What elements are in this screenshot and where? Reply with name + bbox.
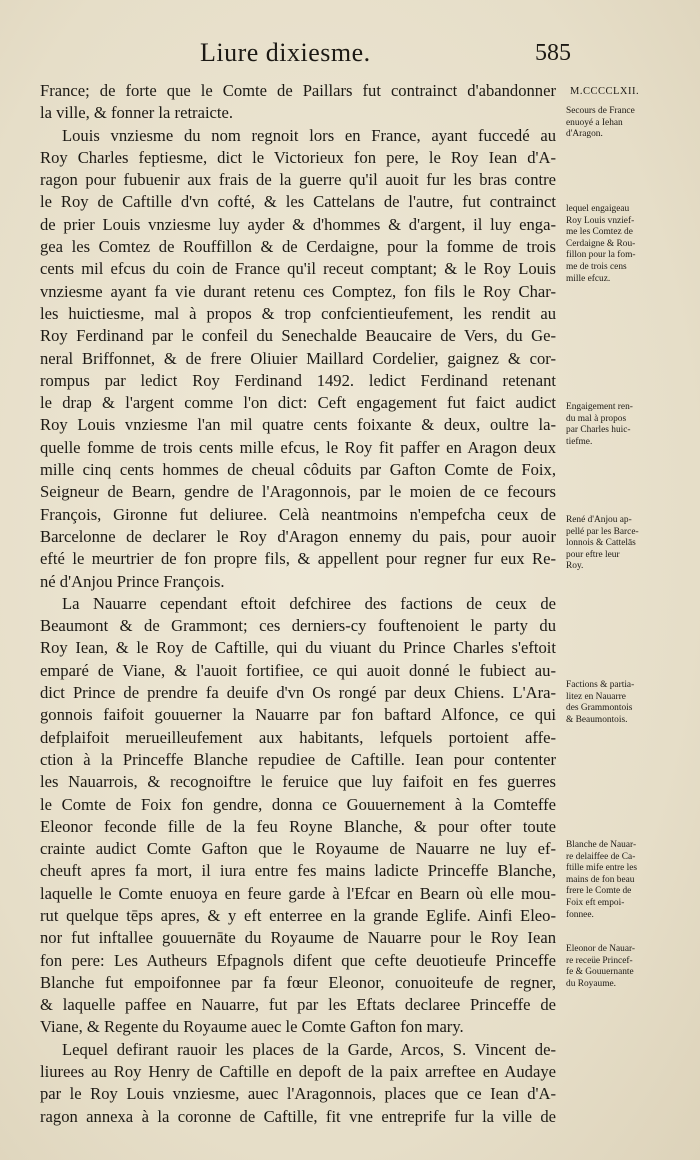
text-line: le drap & l'argent comme l'on dict: Ceft engagement fut faict audict (40, 393, 556, 413)
margin-note-line: mille efcuz. (566, 273, 611, 284)
text-line: Viane, & Regente du Royaume auec le Comte Gafton fon mary. (40, 1017, 464, 1037)
margin-note-line: pour eftre leur (566, 549, 620, 560)
text-line: neral Briffonnet, & de frere Oliuier Maillard Cordelier, gaignez & cor- (40, 348, 556, 368)
margin-note-line: Eleonor de Nauar- (566, 944, 636, 954)
text-line: ragon pour fubuenir aux frais de la guerre qu'il auoit fur les bras contre (40, 170, 556, 190)
text-line: efté le meurtrier de fon propre fils, & appellent pour regner fur eux Re- (40, 549, 556, 569)
margin-note-line: Factions & partia- (566, 680, 635, 690)
margin-note-line: pellé par les Barce- (566, 526, 639, 537)
margin-note-line: Blanche de Nauar- (566, 840, 637, 850)
text-line: La Nauarre cependant eftoit defchiree des factions de ceux de (62, 593, 556, 613)
text-line: liurees au Roy Henry de Caftille en depoft de la paix arreftee en Audaye (40, 1062, 556, 1082)
text-line: Blanche fut empoifonnee par fa fœur Eleonor, conuoiteufe de regner, (40, 972, 556, 992)
margin-note-secours (566, 106, 666, 141)
text-line: Seigneur de Bearn, gendre de l'Aragonnois, par le moien de ce fecours (40, 482, 556, 502)
running-title: Liure dixiesme. (200, 38, 371, 67)
margin-note-line: lequel engaigeau (566, 204, 630, 214)
text-line: gonnois faifoit gouuerner la Nauarre par fon baftard Alfonce, ce qui (40, 705, 556, 725)
text-line: cheuft apres fa mort, il iura entre fes mains ladicte Princeffe Blanche, (40, 861, 556, 881)
margin-note-line: Roy. (566, 561, 584, 572)
text-line: quelle fomme de trois cents mille efcus, le Roy fit paffer en Aragon deux (40, 437, 556, 457)
margin-note-line: fillon pour la fom- (566, 250, 636, 261)
margin-note-engaigement-rendu (566, 402, 666, 448)
text-line: Roy Ferdinand par le confeil du Senechalde Beaucaire de Vers, du Ge- (40, 326, 556, 346)
margin-note-line: tiefme. (566, 436, 593, 447)
text-line: gea les Comtez de Rouffillon & de Cerdaigne, pour la fomme de trois (40, 237, 556, 257)
page-header (0, 38, 700, 70)
margin-note-line: fonnee. (566, 909, 594, 920)
margin-note-line: du Royaume. (566, 978, 616, 989)
margin-note-line: frere le Comte de (566, 886, 632, 897)
margin-note-line: litez en Nauarre (566, 691, 626, 702)
text-line: Eleonor feconde fille de la feu Royne Blanche, & pour ofter toute (40, 816, 556, 836)
text-line: Barcelonne de declarer le Roy d'Aragon ennemy du pais, pour auoir (40, 526, 556, 546)
text-line: Roy Charles feptiesme, dict le Victorieux fon pere, le Roy Iean d'A- (40, 147, 556, 167)
margin-note-line: Foix eft empoi- (566, 897, 625, 908)
text-line: defplaifoit merueilleufement aux habitants, lefquels portoient affe- (40, 727, 556, 747)
margin-note-line: Engaigement ren- (566, 402, 633, 412)
page-number: 585 (535, 40, 571, 66)
text-line: dict Prince de prendre fa deuife d'vn Os rongé par deux Chiens. L'Ara- (40, 683, 556, 703)
margin-note-line: par Charles huic- (566, 425, 631, 436)
text-line: emparé de Viane, & l'auoit fortifiee, ce qui auoit donné le fubiect au- (40, 660, 556, 680)
body-text (40, 80, 556, 1128)
text-line: les Nauarrois, & recognoiftre le feruice que luy faifoit en fes guerres (40, 772, 556, 792)
margin-note-line: lonnois & Cattelās (566, 538, 636, 549)
margin-note-line: re delaiffee de Ca- (566, 851, 636, 862)
margin-note-line: d'Aragon. (566, 129, 603, 140)
margin-note-line: me les Comtez de (566, 227, 633, 238)
text-line: Roy Iean, & le Roy de Caftille, qui du viuant du Prince Charles s'eftoit (40, 638, 556, 658)
text-line: les huictiesme, mal à propos & trop confcientieufement, les rendit au (40, 303, 556, 323)
marginal-date: M.CCCCLXII. (570, 86, 640, 97)
text-line: Louis vnziesme du nom regnoit lors en France, ayant fuccedé au (62, 125, 556, 145)
text-line: le Roy de Caftille d'vn cofté, & les Cattelans de l'autre, fut contrainct (40, 192, 556, 212)
text-line: Beaumont & de Grammont; ces derniers-cy fouftenoient le party du (40, 616, 556, 636)
margin-note-line: Secours de France (566, 106, 635, 116)
margin-note-eleonor (566, 944, 666, 990)
margin-note-factions (566, 680, 666, 726)
text-line: la ville, & fonner la retraicte. (40, 103, 234, 123)
text-line: ction à la Princeffe Blanche repudiee de Caftille. Iean pour contenter (40, 749, 556, 769)
margin-note-rene-anjou (566, 515, 666, 573)
margin-note-line: fe & Gouuernante (566, 967, 634, 978)
text-line: France; de forte que le Comte de Paillars fut contrainct d'abandonner (40, 81, 556, 100)
margin-note-line: du mal à propos (566, 413, 627, 424)
margin-note-blanche (566, 840, 666, 921)
text-line: & laquelle paffee en Nauarre, fut par les Eftats declaree Princeffe de (40, 995, 556, 1015)
text-line: cents mil efcus du coin de France qu'il receut comptant; & le Roy Louis (40, 259, 556, 279)
text-line: laquelle le Comte enuoya en feure garde à l'Efcar en Bearn où elle mou- (40, 883, 556, 903)
margin-note-line: Roy Louis vnzief- (566, 215, 635, 226)
text-line: par le Roy Louis vnziesme, auec l'Aragonnois, places que ce Iean d'A- (40, 1084, 556, 1104)
text-line: rut quelque tēps apres, & y eft enterree en la grande Eglife. Ainfi Eleo- (40, 905, 556, 925)
text-line: ragon annexa à la coronne de Caftille, fit vne entreprife fur la ville de (40, 1106, 556, 1126)
text-line: vnziesme ayant fa vie durant retenu ces Comptez, fon fils le Roy Char- (40, 281, 556, 301)
margin-note-line: Cerdaigne & Rou- (566, 238, 636, 249)
text-line: Roy Louis vnziesme l'an mil quatre cents foixante & deux, oultre la- (40, 415, 556, 435)
margin-note-line: re receüe Princef- (566, 955, 633, 966)
margin-note-engagement (566, 204, 666, 285)
text-line: de prier Louis vnziesme luy ayder & d'hommes & d'argent, il luy enga- (40, 214, 556, 234)
text-line: crainte audict Comte Gafton que le Royaume de Nauarre ne luy ef- (40, 839, 556, 859)
text-line: François, Gironne fut deliuree. Celà neantmoins n'empefcha ceux de (40, 504, 556, 524)
text-line: fon pere: Les Autheurs Efpagnols difent que cefte deuotieufe Princeffe (40, 950, 556, 970)
margin-note-line: me de trois cens (566, 261, 627, 272)
text-line: Lequel defirant rauoir les places de la Garde, Arcos, S. Vincent de- (62, 1039, 556, 1059)
text-line: le Comte de Foix fon gendre, donna ce Gouuernement à la Comteffe (40, 794, 556, 814)
text-line: né d'Anjou Prince François. (40, 571, 225, 591)
margin-note-line: mains de fon beau (566, 874, 635, 885)
text-line: nor fut inftallee gouuernāte du Royaume de Nauarre pour le Roy Iean (40, 928, 556, 948)
margin-note-line: & Beaumontois. (566, 714, 628, 725)
margin-note-line: enuoyé a Iehan (566, 117, 623, 128)
margin-note-line: des Grammontois (566, 703, 633, 714)
margin-note-line: ftille mife entre les (566, 863, 638, 874)
margin-note-line: René d'Anjou ap- (566, 515, 632, 525)
text-line: mille cinq cents hommes de cheual côduits par Gafton Comte de Foix, (40, 460, 556, 480)
text-line: rompus par ledict Roy Ferdinand 1492. ledict Ferdinand retenant (40, 370, 556, 390)
